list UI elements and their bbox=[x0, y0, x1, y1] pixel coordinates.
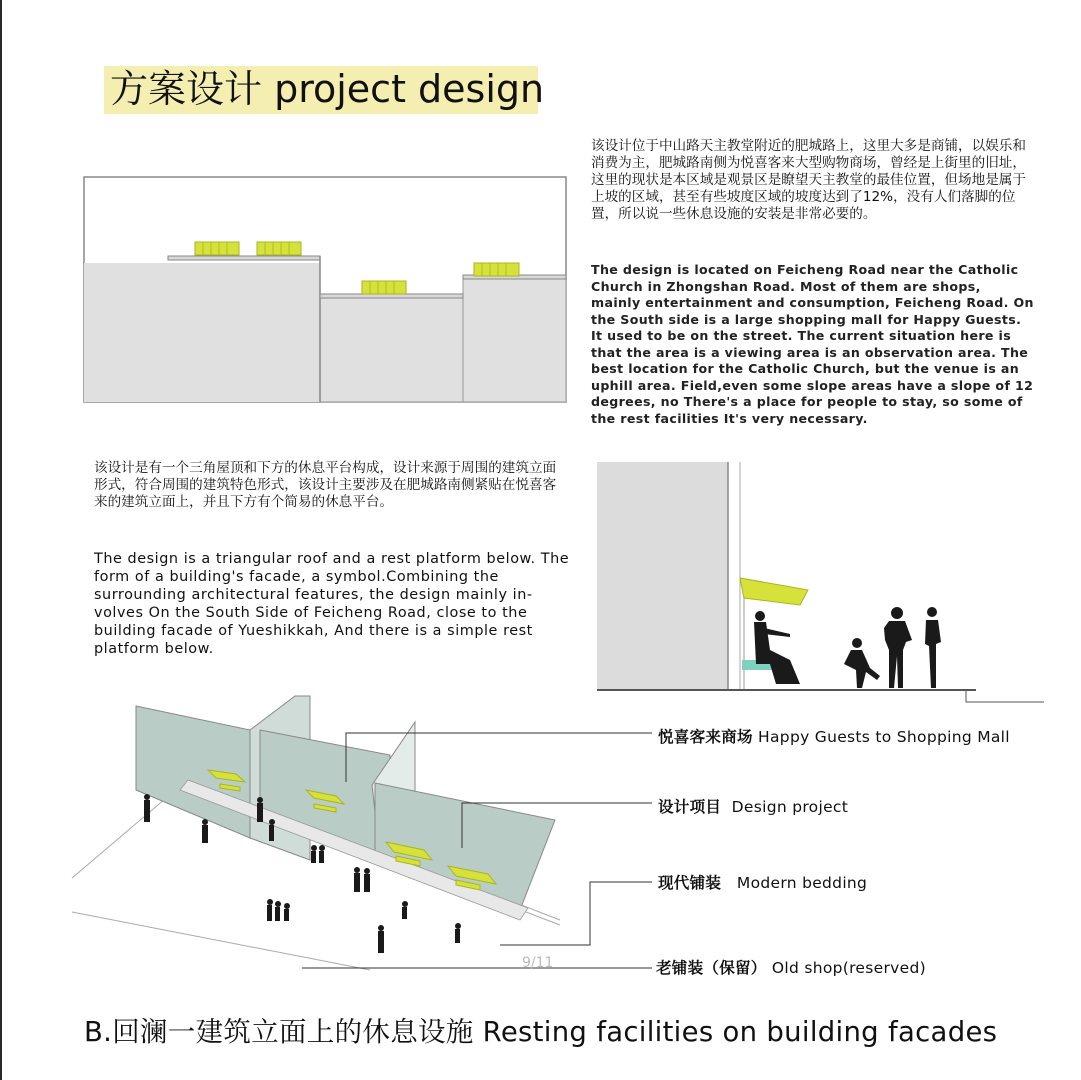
label-old-shop: 老铺装（保留） Old shop(reserved) bbox=[656, 959, 926, 977]
label-design-project: 设计项目 Design project bbox=[658, 798, 849, 816]
page-number: 9/11 bbox=[522, 955, 554, 971]
design-text-cn: 该设计是有一个三角屋顶和下方的休息平台构成，设计来源于周围的建筑立面形式，符合周围的建筑特色形式，该设计主要涉及在肥城路南侧紧贴在悦喜客来的建筑立面上，并且下方有个简易的休息平台。 bbox=[94, 460, 557, 510]
section-title: B.回澜一建筑立面上的休息设施 Resting facilities on building facades bbox=[84, 1016, 998, 1048]
page-title: 方案设计 project design bbox=[110, 67, 545, 111]
label-shopping-mall: 悦喜客来商场 Happy Guests to Shopping Mall bbox=[658, 728, 1010, 746]
label-modern-paving: 现代铺装 Modern bedding bbox=[658, 874, 868, 892]
intro-text-cn: 该设计位于中山路天主教堂附近的肥城路上，这里大多是商铺，以娱乐和消费为主，肥城路南侧为悦喜客来大型购物商场，曾经是上街里的旧址，这里的现状是本区域是观景区是瞭望天主教堂的最佳位置，但场地是属于上坡的区域，甚至有些坡度区域的坡度达到了12%，没有人们落脚的位置，所以说一些休息设施的安装是非常必要的。 bbox=[591, 138, 1026, 222]
intro-text-en: The design is located on Feicheng Road near the Catholic Church in Zhongshan Road. Most of them are shops, mainly entertainment and consumption, Feicheng Road. On the South side is a large shopping mall for Happy Guests. It used to be on the street. The current situation here is that the area is a viewing area is an observation area. The best location for the Catholic Church, but the venue is an uphill area. Field,even some slope areas have a slope of 12 degrees, no There's a place for people to stay, so some of the rest facilities It's very necessary. bbox=[591, 262, 1034, 426]
design-text-en: The design is a triangular roof and a rest platform below. The form of a building's facade, a symbol.Combining the surrounding architectural features, the design mainly in-volves On the South Side of Feicheng Road, close to the building facade of Yueshikkah, And there is a simple rest platform below. bbox=[94, 551, 570, 657]
